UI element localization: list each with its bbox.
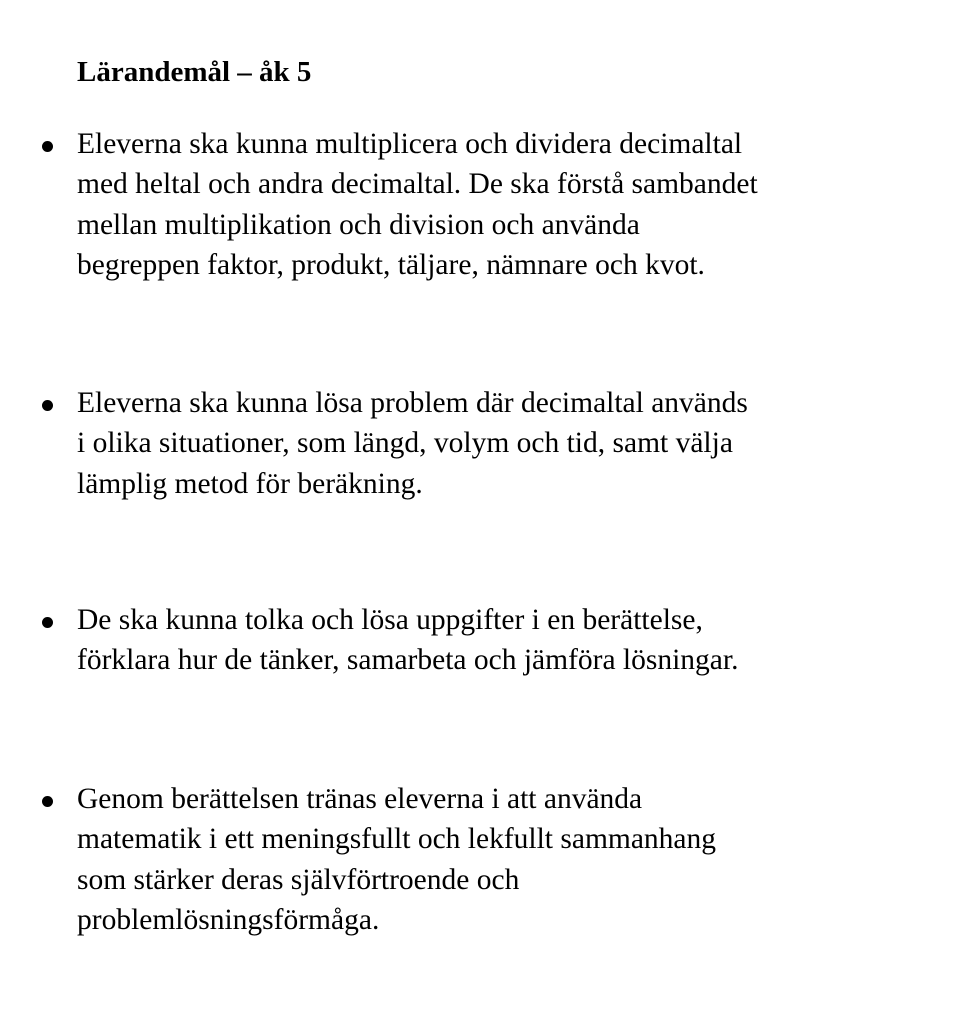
goal-text — [77, 600, 738, 681]
page-heading: Lärandemål – åk 5 — [77, 56, 312, 88]
goal-line: som stärker deras självförtroende och — [77, 863, 520, 896]
goal-line: matematik i ett meningsfullt och lekfullt sammanhang — [77, 823, 717, 856]
goal-line: Genom berättelsen tränas eleverna i att använda — [77, 783, 643, 815]
goal-line: i olika situationer, som längd, volym och tid, samt välja — [77, 427, 733, 460]
goal-text — [77, 124, 758, 285]
goal-line: förklara hur de tänker, samarbeta och jämföra lösningar. — [77, 644, 739, 677]
goal-line: Eleverna ska kunna lösa problem där decimaltal används — [77, 387, 748, 419]
goal-line: begreppen faktor, produkt, täljare, nämnare och kvot. — [77, 248, 705, 281]
goal-line: med heltal och andra decimaltal. De ska förstå sambandet — [77, 168, 758, 201]
bullet-icon — [42, 400, 53, 411]
bullet-icon — [42, 141, 53, 152]
bullet-icon — [42, 617, 53, 628]
bullet-icon — [42, 796, 53, 807]
goal-text — [77, 383, 748, 504]
goal-line: mellan multiplikation och division och använda — [77, 208, 640, 241]
goal-text — [77, 779, 716, 940]
goal-line: Eleverna ska kunna multiplicera och dividera decimaltal — [77, 128, 743, 160]
goal-line: problemlösningsförmåga. — [77, 903, 380, 936]
goal-line: De ska kunna tolka och lösa uppgifter i en berättelse, — [77, 604, 703, 636]
goal-line: lämplig metod för beräkning. — [77, 467, 423, 500]
